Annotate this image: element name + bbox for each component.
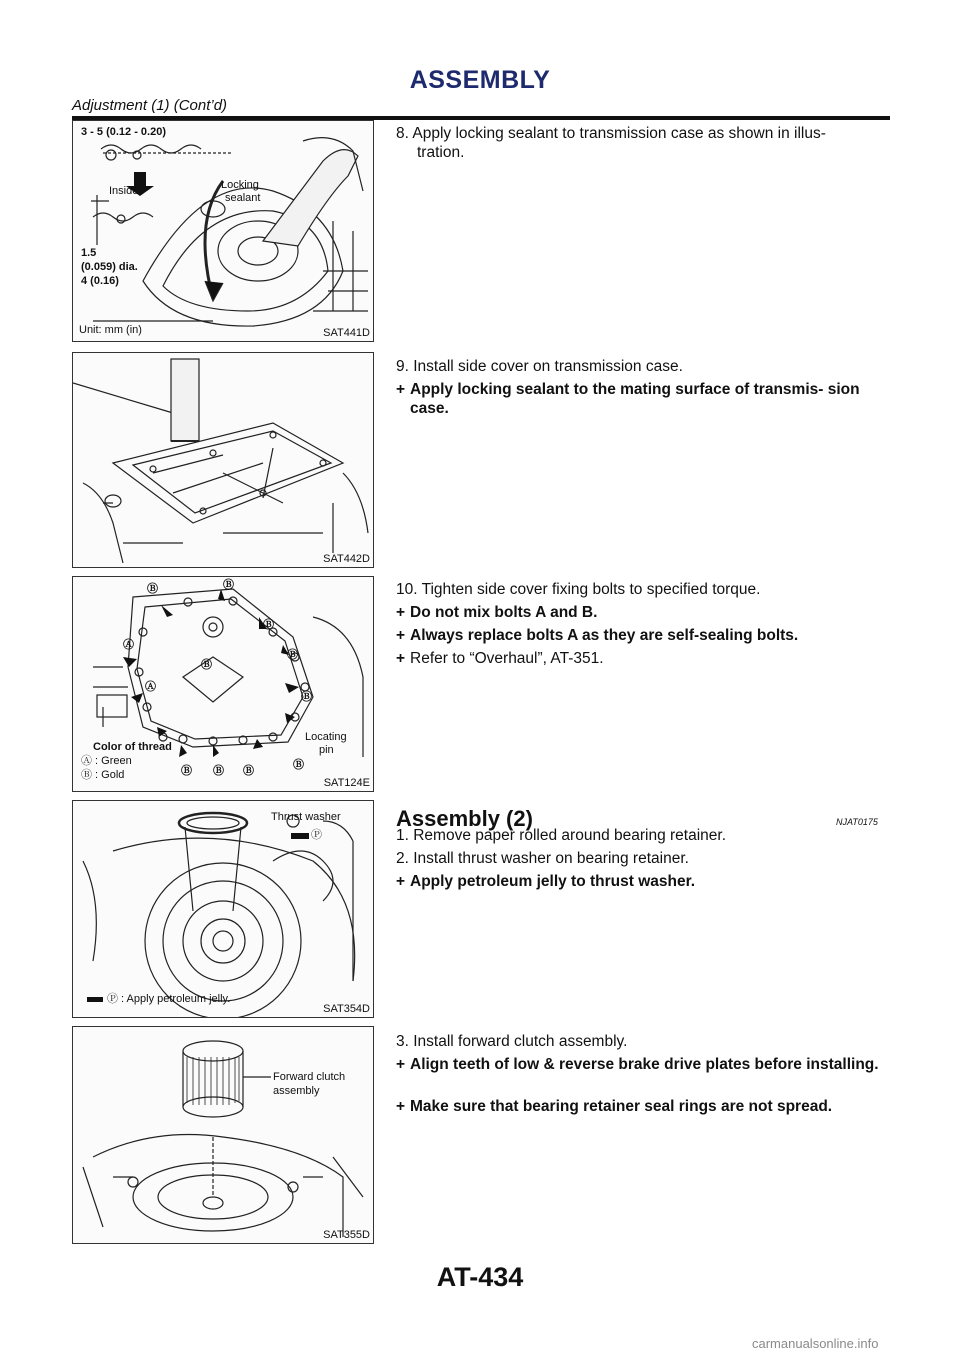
step-a2-bullet-1: [396, 872, 896, 891]
bullet-mark: +: [396, 627, 406, 644]
step-10: 10. Tighten side cover fixing bolts to specified torque.: [396, 581, 761, 598]
figure-sat441d-drawing: [73, 121, 373, 341]
label-pin: pin: [319, 744, 334, 756]
label-dim-top: 3 - 5 (0.12 - 0.20): [81, 126, 166, 138]
label-b: Ⓑ: [201, 659, 212, 671]
figure-code: SAT441D: [323, 327, 370, 339]
bullet-text: Apply petroleum jelly to thrust washer.: [410, 873, 696, 890]
page-title: ASSEMBLY: [409, 66, 551, 94]
section-code: NJAT0175: [836, 817, 878, 827]
label-inside: Inside: [109, 185, 139, 197]
figure-sat355d: [72, 1026, 374, 1244]
bullet-text: Align teeth of low & reverse brake drive plates before installing.: [410, 1056, 879, 1073]
label-b: Ⓑ: [263, 619, 274, 631]
step-10-bullet-2: [396, 626, 896, 645]
figure-sat355d-drawing: [73, 1027, 373, 1243]
figure-sat354d: [72, 800, 374, 1018]
label-locking: Locking: [221, 179, 259, 191]
step-10-bullet-3: [396, 649, 896, 668]
bullet-text: Always replace bolts A as they are self-sealing bolts.: [410, 627, 799, 644]
step-a3: 3. Install forward clutch assembly.: [396, 1033, 628, 1050]
figure-code: SAT124E: [323, 777, 370, 789]
step-9: 9. Install side cover on transmission case.: [396, 358, 683, 375]
label-unit: Unit: mm (in): [79, 324, 142, 336]
bullet-mark: +: [396, 873, 406, 890]
label-b: Ⓑ: [287, 649, 298, 661]
label-forward-clutch: Forward clutch: [273, 1071, 346, 1083]
label-b: Ⓑ: [243, 765, 254, 777]
label-assembly: assembly: [273, 1085, 320, 1097]
bullet-text: Apply locking sealant to the mating surface of transmis- sion case.: [410, 381, 860, 417]
label-color-of-thread: Color of thread: [93, 741, 172, 753]
label-dia-3: 4 (0.16): [81, 275, 119, 287]
label-p: Ⓟ: [311, 829, 322, 841]
section-title: Assembly (2): [396, 806, 533, 831]
label-petroleum: Ⓟ : Apply petroleum jelly.: [107, 993, 231, 1005]
label-dia-1: 1.5: [81, 247, 97, 259]
step-8-line-2: tration.: [417, 144, 465, 161]
figure-code: SAT442D: [323, 553, 370, 565]
label-b: Ⓑ: [147, 583, 158, 595]
step-9-bullet-1: [396, 380, 896, 418]
figure-sat354d-drawing: [73, 801, 373, 1017]
label-b: Ⓑ: [181, 765, 192, 777]
bullet-mark: +: [396, 604, 406, 621]
watermark: carmanualsonline.info: [752, 1336, 879, 1351]
bullet-text: Do not mix bolts A and B.: [410, 604, 598, 621]
label-sealant: sealant: [225, 192, 261, 204]
label-b: Ⓑ: [301, 691, 312, 703]
bullet-text: Refer to “Overhaul”, AT-351.: [410, 650, 604, 667]
step-a3-bullet-1: [396, 1055, 896, 1074]
label-locating: Locating: [305, 731, 347, 743]
bullet-mark: +: [396, 1056, 406, 1073]
step-10-bullet-1: [396, 603, 896, 622]
label-b: Ⓑ: [223, 579, 234, 591]
bullet-mark: +: [396, 1098, 406, 1115]
label-b: Ⓑ: [293, 759, 304, 771]
step-a1: 1. Remove paper rolled around bearing retainer.: [396, 827, 727, 844]
bullet-mark: +: [396, 650, 406, 667]
bullet-mark: +: [396, 381, 406, 398]
label-gold: Ⓑ : Gold: [81, 769, 125, 781]
step-a3-bullet-2: [396, 1097, 896, 1116]
step-8-line-1: 8. Apply locking sealant to transmission case as shown in illus-: [396, 125, 826, 142]
figure-sat442d: [72, 352, 374, 568]
bullet-text: Make sure that bearing retainer seal rings are not spread.: [410, 1098, 833, 1115]
step-a2: 2. Install thrust washer on bearing retainer.: [396, 850, 689, 867]
figure-code: SAT354D: [323, 1003, 370, 1015]
figure-code: SAT355D: [323, 1229, 370, 1241]
figure-sat441d: [72, 120, 374, 342]
label-dia-2: (0.059) dia.: [81, 261, 138, 273]
page-number: AT-434: [436, 1262, 524, 1292]
label-thrust-washer: Thrust washer: [271, 811, 341, 823]
label-green: Ⓐ : Green: [81, 755, 132, 767]
label-a: Ⓐ: [145, 681, 156, 693]
label-a: Ⓐ: [123, 639, 134, 651]
label-b: Ⓑ: [213, 765, 224, 777]
figure-sat442d-drawing: [73, 353, 373, 567]
figure-sat124e: [72, 576, 374, 792]
page-subtitle: Adjustment (1) (Cont’d): [72, 97, 228, 114]
